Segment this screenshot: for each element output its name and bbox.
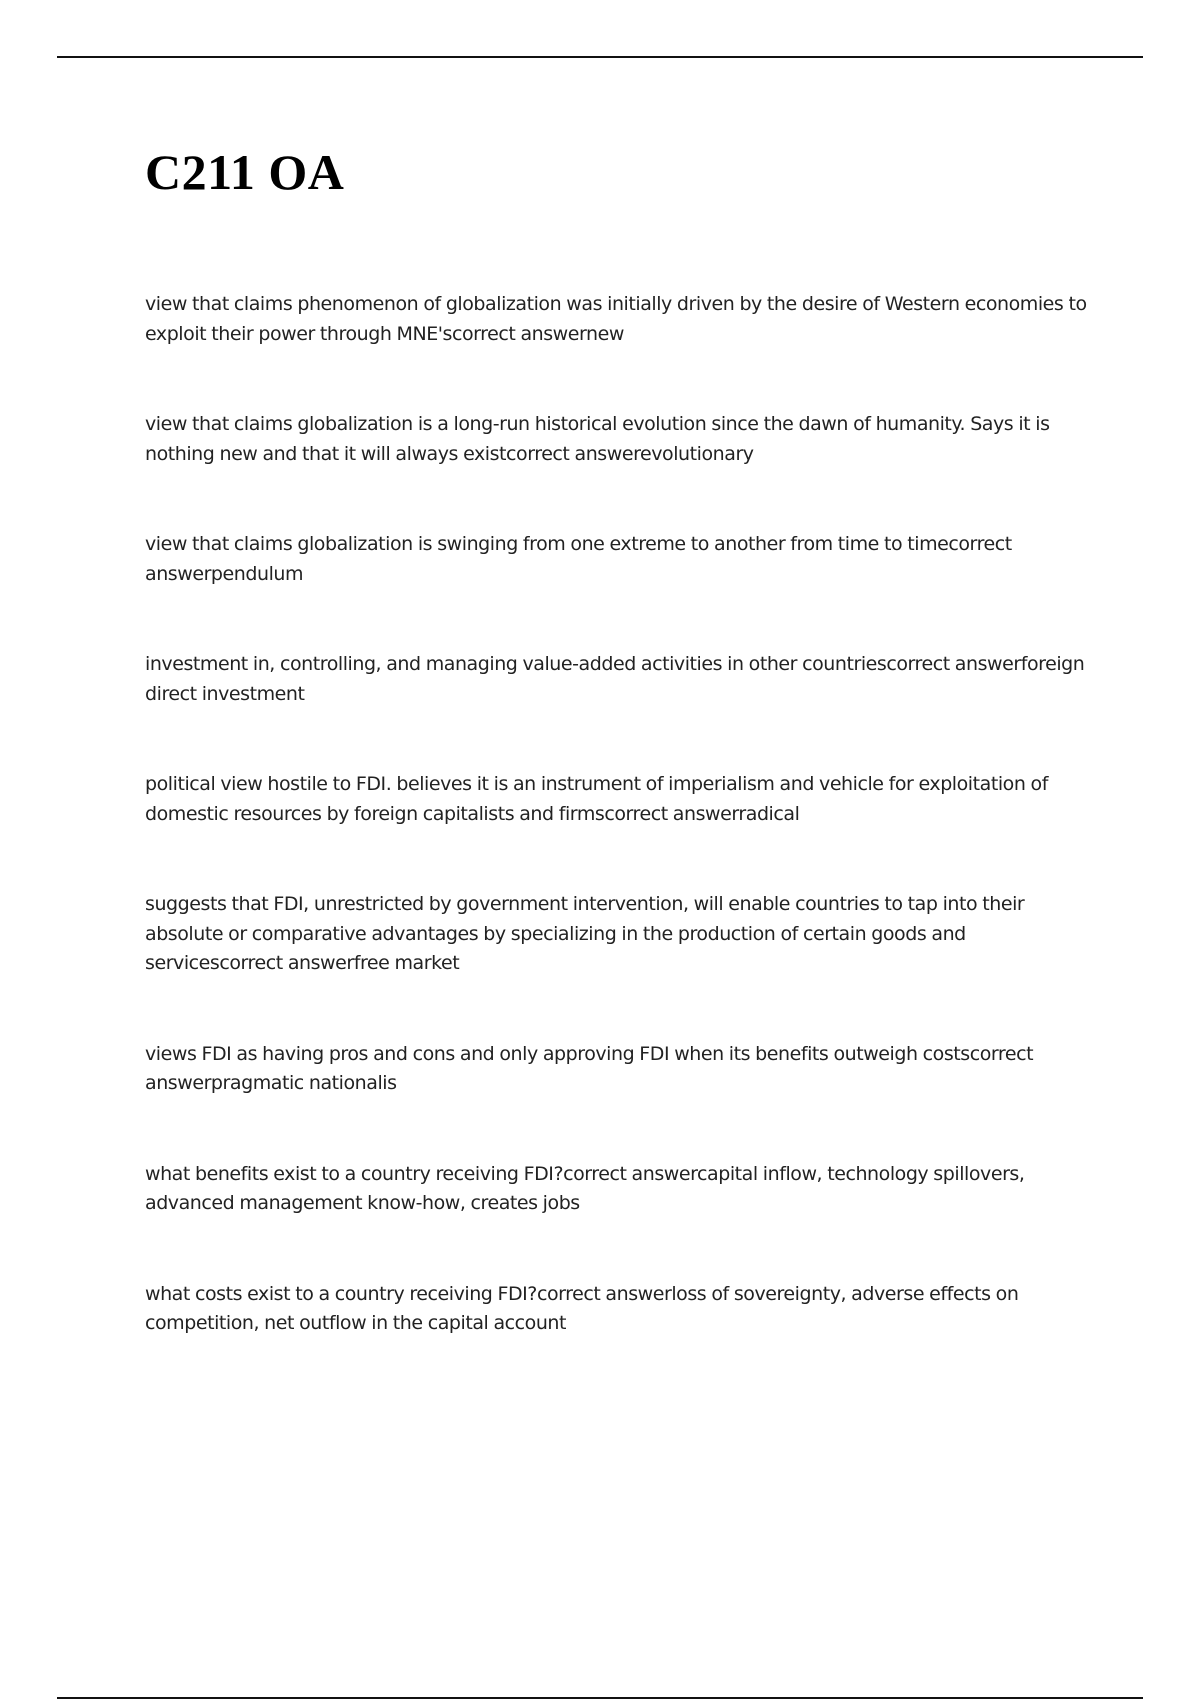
- flashcard-entry: view that claims phenomenon of globalization was initially driven by the desire of Western economies to exploit their power through MNE'scorrect answernew: [145, 293, 1087, 345]
- flashcard-entry: suggests that FDI, unrestricted by government intervention, will enable countries to tap into their absolute or comparative advantages by specializing in the production of certain goods and servicescorrect answerfree market: [145, 893, 1025, 974]
- flashcard-list: [145, 290, 1095, 1339]
- page-title: C211 OA: [145, 144, 345, 200]
- bottom-rule: [57, 1697, 1143, 1699]
- flashcard-entry: political view hostile to FDI. believes it is an instrument of imperialism and vehicle for exploitation of domestic resources by foreign capitalists and firmscorrect answerradical: [145, 773, 1048, 825]
- flashcard-entry: what benefits exist to a country receiving FDI?correct answercapital inflow, technology spillovers, advanced management know-how, creates jobs: [145, 1162, 1025, 1214]
- flashcard-entry: views FDI as having pros and cons and only approving FDI when its benefits outweigh costscorrect answerpragmatic nationalis: [145, 1042, 1034, 1094]
- flashcard-entry: view that claims globalization is swinging from one extreme to another from time to timecorrect answerpendulum: [145, 533, 1012, 585]
- flashcard-entry: investment in, controlling, and managing value-added activities in other countriescorrect answerforeign direct investment: [145, 653, 1085, 705]
- flashcard-entry: view that claims globalization is a long-run historical evolution since the dawn of humanity. Says it is nothing new and that it will always existcorrect answerevolutionary: [145, 413, 1050, 465]
- top-rule: [57, 56, 1143, 58]
- flashcard-entry: what costs exist to a country receiving FDI?correct answerloss of sovereignty, adverse effects on competition, net outflow in the capital account: [145, 1282, 1019, 1334]
